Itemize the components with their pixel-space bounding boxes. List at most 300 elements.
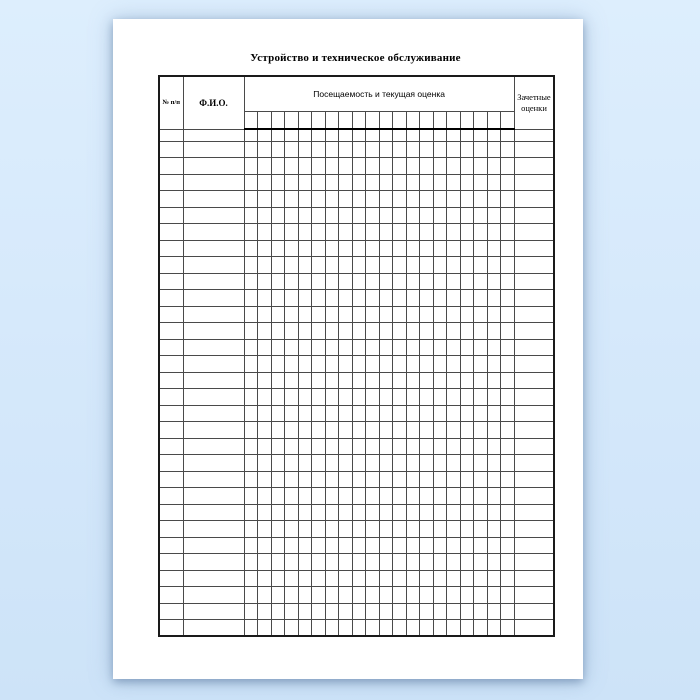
grid-cell <box>244 455 258 472</box>
grid-cell <box>393 356 407 373</box>
grid-cell <box>339 405 353 422</box>
grid-cell <box>420 603 434 620</box>
grid-cell <box>460 224 474 241</box>
grid-cell <box>501 158 515 175</box>
grid-cell <box>393 290 407 307</box>
grid-cell <box>501 603 515 620</box>
grid-cell <box>501 240 515 257</box>
subheader-cell <box>366 111 380 129</box>
table-row <box>159 455 554 472</box>
subheader-cell <box>312 111 326 129</box>
grid-cell <box>379 129 393 141</box>
cell-credit <box>514 389 554 406</box>
grid-cell <box>298 570 312 587</box>
grid-cell <box>325 587 339 604</box>
cell-num <box>159 603 183 620</box>
cell-fio <box>183 224 244 241</box>
grid-cell <box>474 455 488 472</box>
cell-num <box>159 141 183 158</box>
grid-cell <box>420 570 434 587</box>
grid-cell <box>379 224 393 241</box>
cell-num <box>159 224 183 241</box>
grid-cell <box>339 471 353 488</box>
grid-cell <box>501 389 515 406</box>
grid-cell <box>258 422 272 439</box>
grid-cell <box>501 257 515 274</box>
table-row <box>159 323 554 340</box>
grid-cell <box>379 141 393 158</box>
grid-cell <box>325 207 339 224</box>
grid-cell <box>501 438 515 455</box>
grid-cell <box>325 537 339 554</box>
grid-cell <box>406 587 420 604</box>
grid-cell <box>487 240 501 257</box>
grid-cell <box>487 521 501 538</box>
cell-num <box>159 240 183 257</box>
grid-cell <box>393 158 407 175</box>
cell-fio <box>183 129 244 141</box>
grid-cell <box>285 521 299 538</box>
grid-cell <box>339 587 353 604</box>
grid-cell <box>244 290 258 307</box>
cell-fio <box>183 521 244 538</box>
grid-cell <box>258 537 272 554</box>
grid-cell <box>487 587 501 604</box>
grid-cell <box>501 323 515 340</box>
grid-cell <box>312 488 326 505</box>
grid-cell <box>312 224 326 241</box>
grid-cell <box>447 603 461 620</box>
grid-cell <box>433 620 447 637</box>
grid-cell <box>366 537 380 554</box>
table-row <box>159 422 554 439</box>
grid-cell <box>271 488 285 505</box>
cell-credit <box>514 405 554 422</box>
grid-cell <box>258 290 272 307</box>
cell-num <box>159 620 183 637</box>
cell-fio <box>183 488 244 505</box>
grid-cell <box>474 389 488 406</box>
grid-cell <box>325 141 339 158</box>
grid-cell <box>406 603 420 620</box>
grid-cell <box>285 158 299 175</box>
grid-cell <box>447 438 461 455</box>
grid-cell <box>258 306 272 323</box>
grid-cell <box>366 273 380 290</box>
grid-cell <box>271 455 285 472</box>
grid-cell <box>352 141 366 158</box>
grid-cell <box>433 537 447 554</box>
grid-cell <box>244 207 258 224</box>
grid-cell <box>298 372 312 389</box>
grid-cell <box>379 174 393 191</box>
cell-num <box>159 158 183 175</box>
grid-cell <box>447 207 461 224</box>
grid-cell <box>447 240 461 257</box>
grid-cell <box>298 488 312 505</box>
grid-cell <box>339 191 353 208</box>
cell-credit <box>514 207 554 224</box>
grid-cell <box>325 620 339 637</box>
grid-cell <box>352 471 366 488</box>
table-row <box>159 306 554 323</box>
grid-cell <box>487 372 501 389</box>
grid-cell <box>325 405 339 422</box>
grid-cell <box>244 129 258 141</box>
grid-cell <box>366 471 380 488</box>
grid-cell <box>420 290 434 307</box>
header-cell-fio: Ф.И.О. <box>183 76 244 129</box>
cell-credit <box>514 339 554 356</box>
grid-cell <box>285 339 299 356</box>
grid-cell <box>379 191 393 208</box>
grid-cell <box>420 129 434 141</box>
grid-cell <box>298 306 312 323</box>
grid-cell <box>487 422 501 439</box>
table-row <box>159 389 554 406</box>
grid-cell <box>258 620 272 637</box>
grid-cell <box>258 207 272 224</box>
grid-cell <box>420 257 434 274</box>
grid-cell <box>460 471 474 488</box>
grid-cell <box>366 356 380 373</box>
header-row <box>159 76 554 111</box>
grid-cell <box>312 191 326 208</box>
grid-cell <box>298 290 312 307</box>
subheader-cell <box>447 111 461 129</box>
grid-cell <box>460 240 474 257</box>
cell-fio <box>183 471 244 488</box>
grid-cell <box>406 389 420 406</box>
grid-cell <box>379 422 393 439</box>
grid-cell <box>406 290 420 307</box>
cell-num <box>159 257 183 274</box>
grid-cell <box>420 438 434 455</box>
document-title: Устройство и техническое обслуживание <box>250 52 461 64</box>
grid-cell <box>298 224 312 241</box>
grid-cell <box>366 422 380 439</box>
grid-cell <box>447 570 461 587</box>
grid-cell <box>379 570 393 587</box>
grid-cell <box>433 158 447 175</box>
grid-cell <box>420 306 434 323</box>
grid-cell <box>339 158 353 175</box>
grid-cell <box>285 224 299 241</box>
grid-cell <box>393 405 407 422</box>
grid-cell <box>339 438 353 455</box>
grid-cell <box>487 191 501 208</box>
grid-cell <box>352 290 366 307</box>
cell-credit <box>514 488 554 505</box>
grid-cell <box>339 422 353 439</box>
cell-fio <box>183 174 244 191</box>
grid-cell <box>339 224 353 241</box>
grid-cell <box>352 554 366 571</box>
grid-cell <box>244 570 258 587</box>
grid-cell <box>379 620 393 637</box>
grid-cell <box>312 240 326 257</box>
grid-cell <box>406 306 420 323</box>
grid-cell <box>487 537 501 554</box>
grid-cell <box>460 422 474 439</box>
grid-cell <box>460 257 474 274</box>
grid-cell <box>271 323 285 340</box>
grid-cell <box>339 240 353 257</box>
grid-cell <box>433 356 447 373</box>
grid-cell <box>298 405 312 422</box>
grid-cell <box>474 129 488 141</box>
table-row <box>159 207 554 224</box>
grid-cell <box>258 372 272 389</box>
grid-cell <box>487 339 501 356</box>
subheader-cell <box>501 111 515 129</box>
grid-cell <box>420 488 434 505</box>
grid-cell <box>325 323 339 340</box>
cell-num <box>159 504 183 521</box>
grid-cell <box>339 141 353 158</box>
grid-cell <box>501 521 515 538</box>
grid-cell <box>406 339 420 356</box>
grid-cell <box>406 174 420 191</box>
grid-cell <box>366 290 380 307</box>
grid-cell <box>271 158 285 175</box>
grid-cell <box>352 405 366 422</box>
grid-cell <box>298 141 312 158</box>
grid-cell <box>447 587 461 604</box>
grid-cell <box>474 290 488 307</box>
grid-cell <box>271 603 285 620</box>
cell-credit <box>514 504 554 521</box>
grid-cell <box>420 372 434 389</box>
grid-cell <box>271 405 285 422</box>
grid-cell <box>501 224 515 241</box>
grid-cell <box>339 257 353 274</box>
grid-cell <box>460 158 474 175</box>
grid-cell <box>285 141 299 158</box>
grid-cell <box>244 537 258 554</box>
grid-cell <box>366 323 380 340</box>
grid-cell <box>298 389 312 406</box>
grid-cell <box>244 257 258 274</box>
grid-cell <box>393 455 407 472</box>
grid-cell <box>406 356 420 373</box>
grid-cell <box>487 471 501 488</box>
cell-num <box>159 570 183 587</box>
grid-cell <box>312 422 326 439</box>
grid-cell <box>244 488 258 505</box>
grid-cell <box>406 158 420 175</box>
grid-cell <box>501 372 515 389</box>
grid-cell <box>393 389 407 406</box>
grid-cell <box>325 488 339 505</box>
grid-cell <box>447 174 461 191</box>
grid-cell <box>406 521 420 538</box>
grid-cell <box>271 570 285 587</box>
grid-cell <box>460 438 474 455</box>
grid-cell <box>501 620 515 637</box>
cell-fio <box>183 372 244 389</box>
grid-cell <box>447 554 461 571</box>
grid-cell <box>501 191 515 208</box>
grid-cell <box>352 455 366 472</box>
grid-cell <box>447 372 461 389</box>
grid-cell <box>433 129 447 141</box>
cell-num <box>159 587 183 604</box>
grid-cell <box>379 273 393 290</box>
header-cell-attendance: Посещаемость и текущая оценка <box>244 76 514 111</box>
grid-cell <box>487 224 501 241</box>
grid-cell <box>244 620 258 637</box>
grid-cell <box>244 174 258 191</box>
cell-num <box>159 129 183 141</box>
header-cell-credit: Зачетные оценки <box>514 76 554 129</box>
cell-credit <box>514 240 554 257</box>
grid-cell <box>406 504 420 521</box>
grid-cell <box>406 620 420 637</box>
grid-cell <box>312 141 326 158</box>
grid-cell <box>312 587 326 604</box>
subheader-cell <box>352 111 366 129</box>
grid-cell <box>474 240 488 257</box>
subheader-cell <box>379 111 393 129</box>
grid-cell <box>406 273 420 290</box>
grid-cell <box>352 207 366 224</box>
grid-cell <box>325 240 339 257</box>
grid-cell <box>285 207 299 224</box>
grid-cell <box>312 438 326 455</box>
grid-cell <box>379 323 393 340</box>
grid-cell <box>474 273 488 290</box>
grid-cell <box>366 455 380 472</box>
grid-cell <box>474 224 488 241</box>
table-row <box>159 438 554 455</box>
grid-cell <box>460 455 474 472</box>
grid-cell <box>379 537 393 554</box>
grid-cell <box>258 587 272 604</box>
grid-cell <box>460 537 474 554</box>
grid-cell <box>447 273 461 290</box>
grid-cell <box>271 257 285 274</box>
grid-cell <box>379 306 393 323</box>
grid-cell <box>460 372 474 389</box>
grid-cell <box>312 554 326 571</box>
grid-cell <box>271 504 285 521</box>
subheader-cell <box>433 111 447 129</box>
grid-cell <box>258 224 272 241</box>
cell-num <box>159 488 183 505</box>
grid-cell <box>298 504 312 521</box>
grid-cell <box>339 504 353 521</box>
grid-cell <box>258 141 272 158</box>
cell-num <box>159 339 183 356</box>
grid-cell <box>352 372 366 389</box>
grid-cell <box>393 471 407 488</box>
subheader-cell <box>298 111 312 129</box>
grid-cell <box>325 290 339 307</box>
grid-cell <box>298 455 312 472</box>
grid-cell <box>244 273 258 290</box>
grid-cell <box>447 356 461 373</box>
grid-cell <box>366 438 380 455</box>
table-row <box>159 620 554 637</box>
grid-cell <box>352 570 366 587</box>
grid-cell <box>285 257 299 274</box>
grid-cell <box>474 471 488 488</box>
grid-cell <box>271 273 285 290</box>
cell-num <box>159 455 183 472</box>
grid-cell <box>487 257 501 274</box>
grid-cell <box>487 207 501 224</box>
grid-cell <box>379 356 393 373</box>
grid-cell <box>487 554 501 571</box>
grid-cell <box>393 554 407 571</box>
grid-cell <box>352 191 366 208</box>
cell-fio <box>183 257 244 274</box>
subheader-cell <box>420 111 434 129</box>
grid-cell <box>285 323 299 340</box>
grid-cell <box>366 207 380 224</box>
grid-cell <box>420 504 434 521</box>
grid-cell <box>298 603 312 620</box>
grid-cell <box>460 620 474 637</box>
grid-cell <box>487 620 501 637</box>
grid-cell <box>406 372 420 389</box>
cell-fio <box>183 554 244 571</box>
subheader-cell <box>258 111 272 129</box>
cell-credit <box>514 224 554 241</box>
cell-num <box>159 356 183 373</box>
grid-cell <box>312 570 326 587</box>
grid-cell <box>312 504 326 521</box>
grid-cell <box>325 521 339 538</box>
table-row <box>159 537 554 554</box>
grid-cell <box>366 306 380 323</box>
subheader-cell <box>285 111 299 129</box>
cell-num <box>159 174 183 191</box>
grid-cell <box>393 422 407 439</box>
grid-cell <box>258 471 272 488</box>
grid-cell <box>366 158 380 175</box>
cell-credit <box>514 587 554 604</box>
grid-cell <box>312 273 326 290</box>
grid-cell <box>339 554 353 571</box>
grid-cell <box>393 504 407 521</box>
grid-cell <box>258 158 272 175</box>
subheader-cell <box>487 111 501 129</box>
grid-cell <box>393 224 407 241</box>
grid-cell <box>487 389 501 406</box>
grid-cell <box>393 323 407 340</box>
grid-cell <box>447 257 461 274</box>
grid-cell <box>379 257 393 274</box>
grid-cell <box>433 570 447 587</box>
grid-cell <box>393 141 407 158</box>
cell-credit <box>514 570 554 587</box>
table-row <box>159 471 554 488</box>
grid-cell <box>298 273 312 290</box>
grid-cell <box>487 273 501 290</box>
grid-cell <box>379 603 393 620</box>
grid-cell <box>244 471 258 488</box>
cell-fio <box>183 504 244 521</box>
grid-cell <box>474 603 488 620</box>
cell-credit <box>514 306 554 323</box>
grid-cell <box>258 323 272 340</box>
grid-cell <box>339 174 353 191</box>
grid-cell <box>447 504 461 521</box>
grid-cell <box>406 207 420 224</box>
grid-cell <box>339 521 353 538</box>
